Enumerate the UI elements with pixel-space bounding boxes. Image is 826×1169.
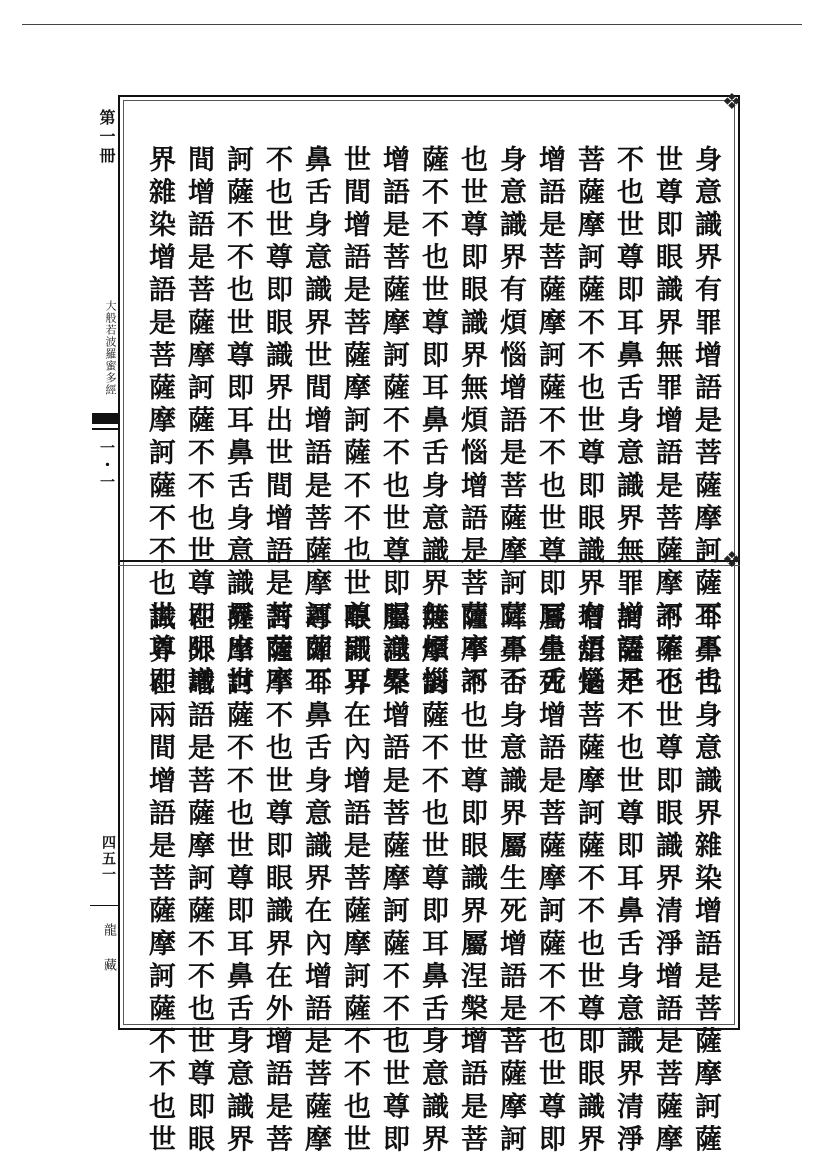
- text-column: 薩不不也世尊即眼識界屬涅槃增語是菩: [456, 603, 487, 1158]
- text-column: 不也世尊即眼識界出世間增語是菩薩摩: [261, 145, 292, 700]
- text-column: 界雜染增語是菩薩摩訶薩不不也世尊即: [144, 145, 175, 700]
- corner-ornament-icon: ❖: [722, 548, 742, 573]
- text-column: 眼識界在內增語是菩薩摩訶薩不不也世: [339, 603, 370, 1158]
- margin-divider: [90, 905, 118, 906]
- text-column: 屬生死增語是菩薩摩訶薩不不也世尊即: [534, 603, 565, 1158]
- volume-label: 第一冊: [97, 109, 116, 166]
- margin-bar: [92, 413, 118, 424]
- text-column: 增語是菩薩摩訶薩不不也世尊即耳鼻舌: [534, 145, 565, 700]
- library-label: 龍藏: [101, 923, 116, 993]
- text-column: 世尊即眼識界無罪增語是菩薩摩訶薩不: [651, 145, 682, 700]
- text-column: 薩摩訶薩不不也世尊即耳鼻舌身意識界: [417, 603, 448, 1158]
- corner-ornament-icon: ❖: [722, 90, 742, 115]
- text-column: 屬涅槃增語是菩薩摩訶薩不不也世尊即: [378, 603, 409, 1158]
- text-column: 間增語是菩薩摩訶薩不不也世尊即眼識: [183, 145, 214, 700]
- text-column: 耳鼻舌身意識界雜染增語是菩薩摩訶薩: [690, 603, 721, 1158]
- text-column: 身意識界有罪增語是菩薩摩訶薩不不也: [690, 145, 721, 700]
- text-column: 世間增語是菩薩摩訶薩不不也世尊即耳: [339, 145, 370, 700]
- text-column: 尊即耳鼻舌身意識界在內增語是菩薩摩: [300, 603, 331, 1158]
- text-column: 鼻舌身意識界世間增語是菩薩摩訶薩不: [300, 145, 331, 700]
- page-top-rule: [22, 24, 802, 25]
- text-column: 訶薩不不也世尊即耳鼻舌身意識界出世: [222, 145, 253, 700]
- text-column: 識界在兩間增語是菩薩摩訶薩不不也世: [144, 603, 175, 1158]
- text-column: 薩不不也世尊即耳鼻舌身意識界無煩惱: [417, 145, 448, 700]
- text-column: 也世尊即眼識界無煩惱增語是菩薩摩訶: [456, 145, 487, 700]
- text-column: 訶薩不不也世尊即眼識界在外增語是菩: [261, 603, 292, 1158]
- section-label: 一・一: [98, 440, 116, 491]
- text-column: 薩摩訶薩不不也世尊即耳鼻舌身意識界: [222, 603, 253, 1158]
- margin-bar-thin: [92, 428, 118, 430]
- text-column: 菩薩摩訶薩不不也世尊即眼識界有煩惱: [573, 145, 604, 700]
- text-column: 身意識界有煩惱增語是菩薩摩訶薩不不: [495, 145, 526, 700]
- text-column: 不也世尊即耳鼻舌身意識界無罪增語是: [612, 145, 643, 700]
- page-number: 四五一: [100, 835, 116, 883]
- text-column: 訶薩不不也世尊即耳鼻舌身意識界清淨: [612, 603, 643, 1158]
- text-column: 在外增語是菩薩摩訶薩不不也世尊即眼: [183, 603, 214, 1158]
- text-column: 耳鼻舌身意識界屬生死增語是菩薩摩訶: [495, 603, 526, 1158]
- text-column: 增語是菩薩摩訶薩不不也世尊即眼識界: [378, 145, 409, 700]
- text-column: 不不也世尊即眼識界清淨增語是菩薩摩: [651, 603, 682, 1158]
- text-column: 增語是菩薩摩訶薩不不也世尊即眼識界: [573, 603, 604, 1158]
- sutra-title: 大般若波羅蜜多經: [104, 300, 117, 396]
- margin-strip: [90, 95, 118, 1030]
